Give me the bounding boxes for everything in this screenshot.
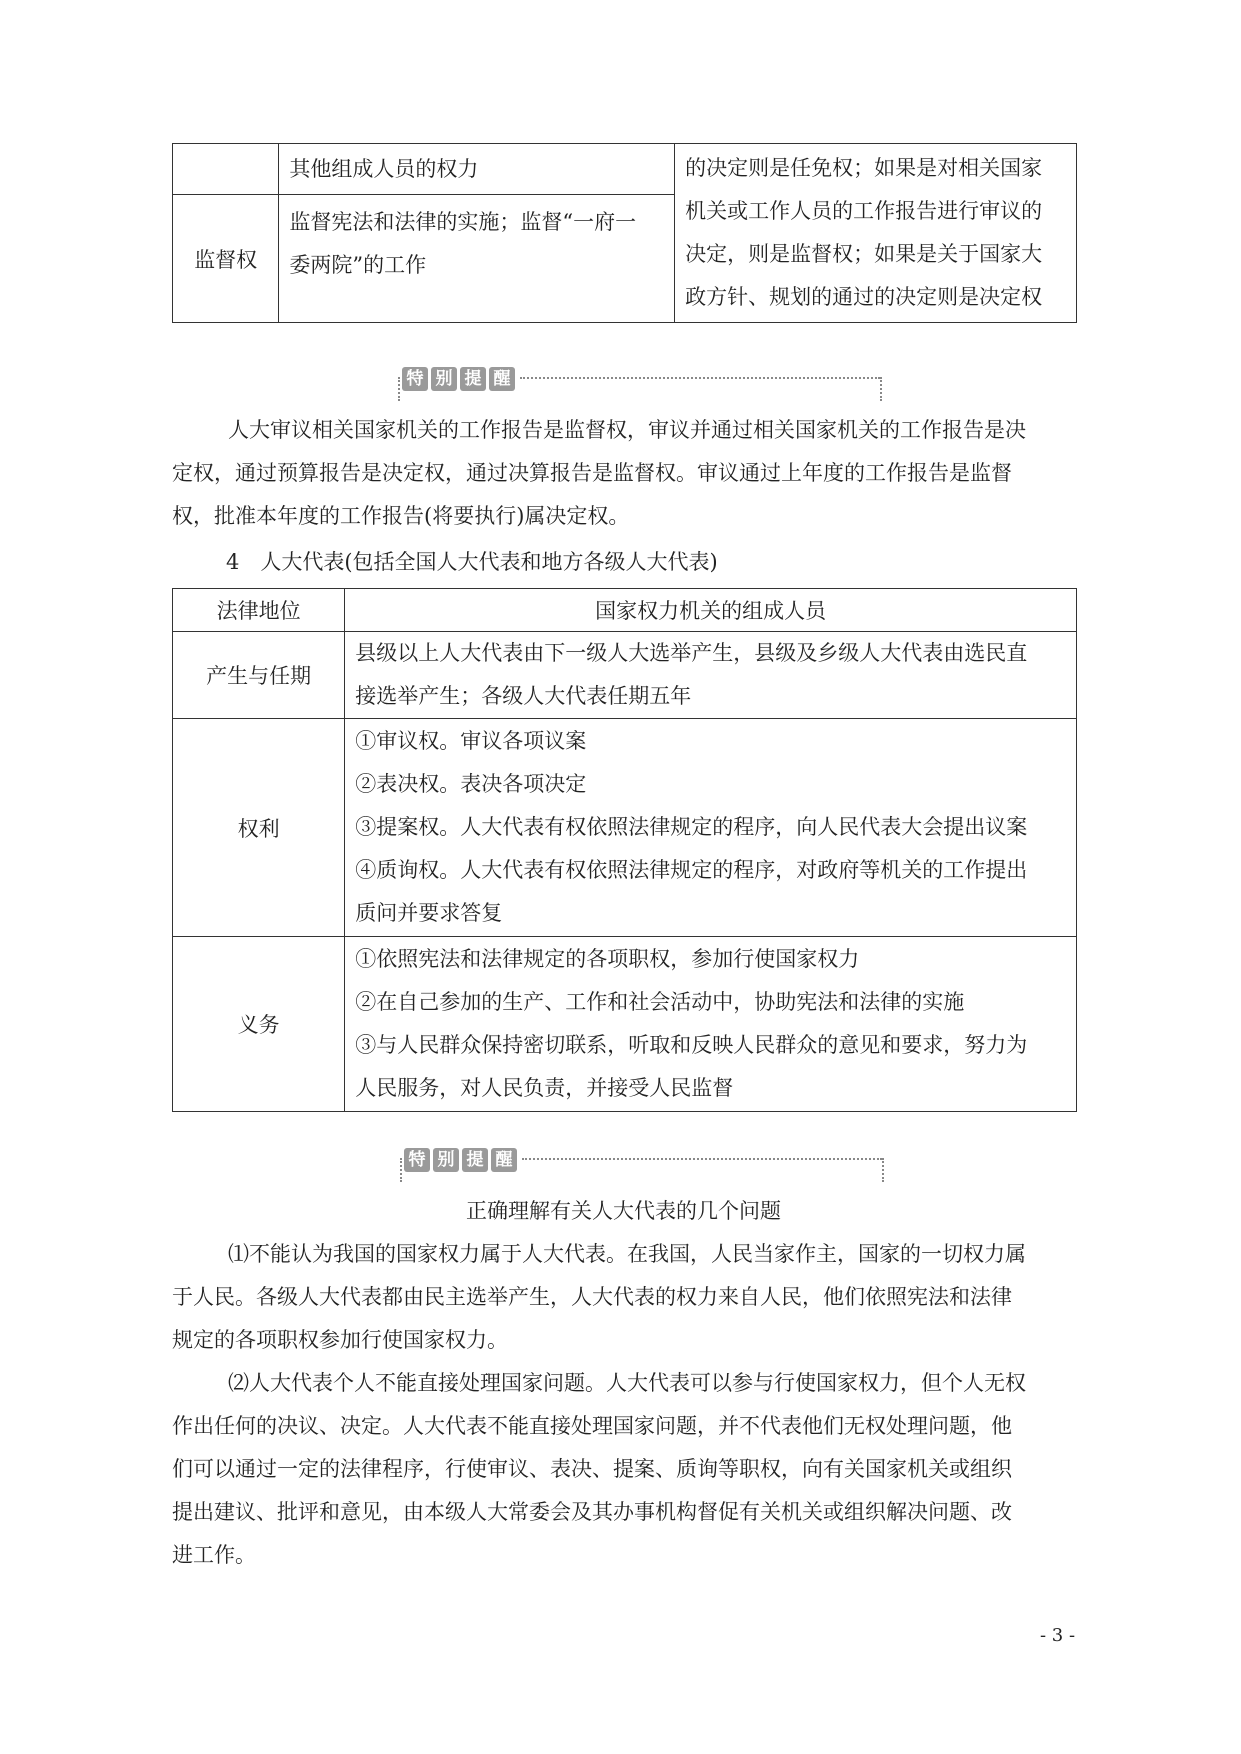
table-row-label: 义务	[173, 937, 345, 1112]
section-heading: 4 人大代表(包括全国人大代表和地方各级人大代表)	[226, 550, 718, 574]
divider	[520, 377, 880, 379]
table-cell: 其他组成人员的权力	[279, 144, 675, 195]
table-cell: 县级以上人大代表由下一级人大选举产生，县级及乡级人大代表由选民直 接选举产生；各级人大代表任期五年	[345, 632, 1077, 719]
reminder-badge	[404, 1148, 517, 1172]
divider	[400, 1158, 402, 1182]
reminder-paragraph-1: ⑴不能认为我国的国家权力属于人大代表。在我国，人民当家作主，国家的一切权力属 于人民。各级人大代表都由民主选举产生，人大代表的权力来自人民，他们依照宪法和法律 规定的各项职权参加行使国家权力。	[172, 1242, 1026, 1352]
badge-char: 醒	[489, 367, 515, 391]
divider	[522, 1158, 882, 1160]
badge-char: 别	[433, 1148, 459, 1172]
table-row-label: 产生与任期	[173, 632, 345, 719]
table-row-label: 法律地位	[173, 589, 345, 632]
badge-char: 别	[431, 367, 457, 391]
badge-char: 醒	[491, 1148, 517, 1172]
table-row-label: 监督权	[173, 195, 279, 323]
badge-char: 特	[402, 367, 428, 391]
table-cell: ①依照宪法和法律规定的各项职权，参加行使国家权力 ②在自己参加的生产、工作和社会活动中，协助宪法和法律的实施 ③与人民群众保持密切联系，听取和反映人民群众的意见和要求，努力为 人民服务，对人民负责，并接受人民监督	[345, 937, 1077, 1112]
badge-char: 特	[404, 1148, 430, 1172]
divider	[880, 377, 882, 401]
divider	[398, 377, 400, 401]
table-row-label: 权利	[173, 719, 345, 937]
table-cell: 国家权力机关的组成人员	[345, 589, 1077, 632]
table-powers-continued	[172, 143, 1077, 323]
table-deputies	[172, 588, 1077, 1112]
table-cell: 监督宪法和法律的实施；监督“一府一 委两院”的工作	[279, 195, 675, 323]
reminder-badge	[402, 367, 515, 391]
special-reminder-label	[402, 367, 882, 393]
special-reminder-label	[404, 1148, 884, 1174]
table-cell: ①审议权。审议各项议案 ②表决权。表决各项决定 ③提案权。人大代表有权依照法律规定的程序，向人民代表大会提出议案 ④质询权。人大代表有权依照法律规定的程序，对政府等机关的工作提出 质问并要求答复	[345, 719, 1077, 937]
reminder-paragraph: 人大审议相关国家机关的工作报告是监督权，审议并通过相关国家机关的工作报告是决 定权，通过预算报告是决定权，通过决算报告是监督权。审议通过上年度的工作报告是监督 权，批准本年度的工作报告(将要执行)属决定权。	[172, 418, 1026, 528]
table-cell-note: 的决定则是任免权；如果是对相关国家 机关或工作人员的工作报告进行审议的 决定，则是监督权；如果是关于国家大 政方针、规划的通过的决定则是决定权	[675, 144, 1077, 323]
reminder-title: 正确理解有关人大代表的几个问题	[466, 1199, 781, 1223]
reminder-paragraph-2: ⑵人大代表个人不能直接处理国家问题。人大代表可以参与行使国家权力，但个人无权 作出任何的决议、决定。人大代表不能直接处理国家问题，并不代表他们无权处理问题，他 们可以通过一定的法律程序，行使审议、表决、提案、质询等职权，向有关国家机关或组织 提出建议、批评和意见，由本级人大常委会及其办事机构督促有关机关或组织解决问题、改 进工作。	[172, 1371, 1026, 1567]
table-cell-empty	[173, 144, 279, 195]
badge-char: 提	[462, 1148, 488, 1172]
page-number: - 3 -	[1040, 1625, 1076, 1646]
badge-char: 提	[460, 367, 486, 391]
divider	[882, 1158, 884, 1182]
